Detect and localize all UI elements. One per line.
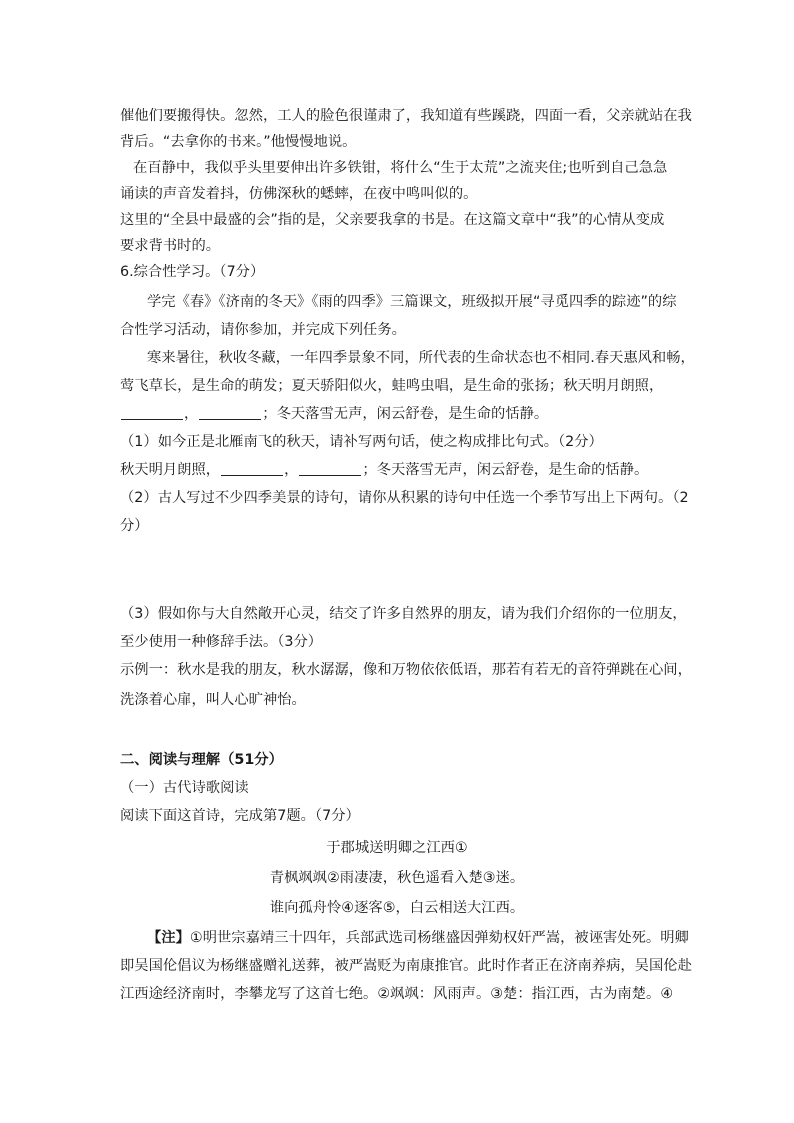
poem-line: 谁向孤舟怜④逐客⑤，白云相送大江西。 — [269, 900, 525, 916]
text-line: 寒来暑往，秋收冬藏，一年四季景象不同，所代表的生命状态也不相同.春天惠风和畅， — [147, 350, 695, 366]
text-line: 分） — [120, 518, 149, 534]
text-line: 这里的“全县中最盛的会”指的是，父亲要我拿的书是。在这篇文章中“我”的心情从变成 — [120, 212, 665, 228]
note-line: 即吴国伦倡议为杨继盛赠礼送葬，被严嵩贬为南康推官。此时作者正在济南养病，吴国伦赴 — [120, 958, 692, 974]
text-line: 催他们要搬得快。忽然，工人的脸色很谨肃了，我知道有些蹊跷，四面一看，父亲就站在我 — [120, 108, 692, 124]
question-heading: 6.综合性学习。（7分） — [120, 264, 265, 280]
answer-blank[interactable] — [121, 405, 183, 420]
text-line: 要求背书时的。 — [120, 238, 221, 254]
section-heading: 二、阅读与理解（51分） — [120, 752, 283, 768]
note-line: 江西途经济南时，李攀龙写了这首七绝。②飒飒：风雨声。③楚：指江西，古为南楚。④ — [120, 986, 674, 1002]
poem-title: 于郡城送明卿之江西① — [326, 840, 468, 856]
text-line: 示例一：秋水是我的朋友，秋水潺潺，像和万物依依低语，那若有若无的音符弹跳在心间， — [120, 662, 692, 678]
text-line: 洗涤着心扉，叫人心旷神怡。 — [120, 692, 306, 708]
text-line: ， ；冬天落雪无声，闲云舒卷，是生命的恬静。 — [120, 404, 548, 424]
text-line: 在百静中，我似乎头里要伸出许多铁钳，将什么“生于太荒”之流夹住;也听到自己急急 — [133, 160, 668, 176]
answer-blank[interactable] — [299, 461, 361, 476]
note-tag: 【注】 — [147, 930, 190, 946]
sub-question: （3）假如你与大自然敞开心灵，结交了许多自然界的朋友，请为我们介绍你的一位朋友， — [120, 606, 687, 622]
note-line: 【注】①明世宗嘉靖三十四年，兵部武选司杨继盛因弹劾权奸严嵩，被诬害处死。明卿 — [147, 930, 689, 946]
answer-blank[interactable] — [221, 461, 283, 476]
subsection-heading: （一）古代诗歌阅读 — [120, 780, 249, 796]
text-line: 阅读下面这首诗，完成第7题。（7分） — [120, 808, 360, 824]
text-line: 莺飞草长，是生命的萌发；夏天骄阳似火，蛙鸣虫唱，是生命的张扬；秋天明月朗照， — [120, 378, 664, 394]
text-line: 学完《春》《济南的冬天》《雨的四季》三篇课文，班级拟开展“寻觅四季的踪迹”的综 — [147, 294, 677, 310]
text-line: 秋天明月朗照， ， ；冬天落雪无声，闲云舒卷，是生命的恬静。 — [120, 462, 649, 478]
text-line: 诵读的声音发着抖，仿佛深秋的蟋蟀，在夜中鸣叫似的。 — [120, 186, 478, 202]
text-line: 背后。“去拿你的书来。”他慢慢地说。 — [120, 134, 357, 150]
text-line: 至少使用一种修辞手法。（3分） — [120, 634, 323, 650]
sub-question: （1）如今正是北雁南飞的秋天，请补写两句话，使之构成排比句式。（2分） — [120, 434, 603, 450]
text-line: 合性学习活动，请你参加，并完成下列任务。 — [120, 322, 406, 338]
poem-line: 青枫飒飒②雨凄凄，秋色遥看入楚③迷。 — [269, 870, 525, 886]
sub-question: （2）古人写过不少四季美景的诗句，请你从积累的诗句中任选一个季节写出上下两句。（2 — [120, 490, 689, 506]
answer-blank[interactable] — [199, 405, 261, 420]
